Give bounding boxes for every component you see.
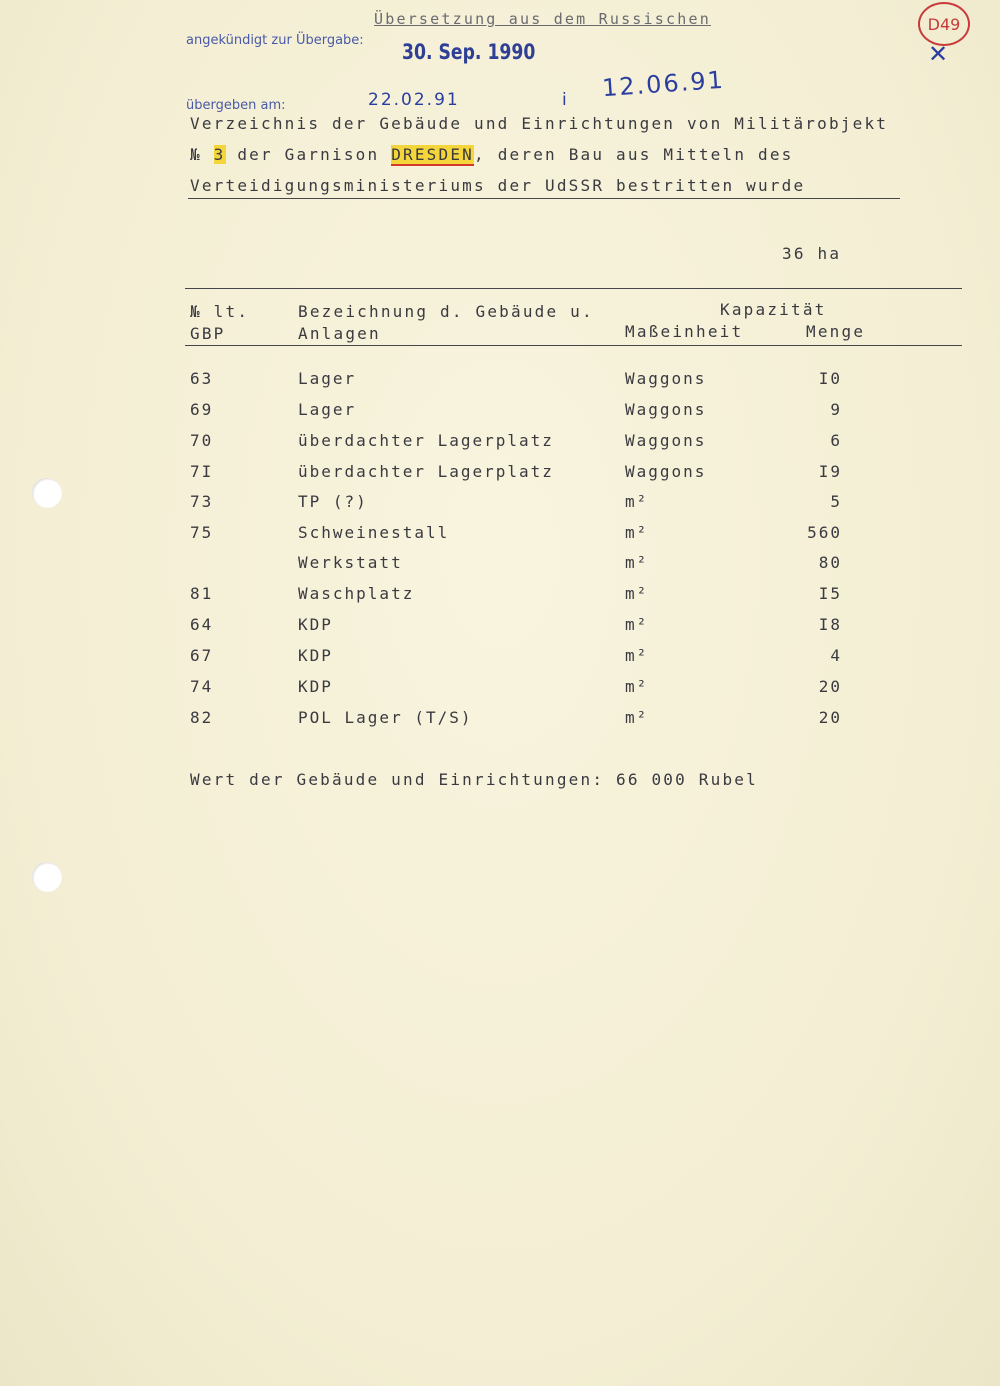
row-nr: 75 xyxy=(190,523,214,542)
row-name: überdachter Lagerplatz xyxy=(298,431,554,450)
row-unit: Waggons xyxy=(625,369,707,388)
row-name: KDP xyxy=(298,646,333,665)
row-name: KDP xyxy=(298,615,333,634)
title-line-1: Verzeichnis der Gebäude und Einrichtungen von Militärobjekt xyxy=(190,114,889,133)
row-name: überdachter Lagerplatz xyxy=(298,462,554,481)
row-name: POL Lager (T/S) xyxy=(298,708,473,727)
row-name: Lager xyxy=(298,400,357,419)
row-nr: 73 xyxy=(190,492,214,511)
row-unit: m² xyxy=(625,523,649,542)
title-line-2-suffix: , deren Bau aus Mitteln des xyxy=(474,145,794,164)
table-row xyxy=(0,553,1000,577)
row-qty: 560 xyxy=(807,523,842,542)
city-name: DRESDEN xyxy=(391,145,475,164)
row-qty: I8 xyxy=(818,615,842,634)
header-nr-line1: № lt. xyxy=(190,302,250,321)
row-unit: Waggons xyxy=(625,462,707,481)
title-line-2-middle: der Garnison xyxy=(225,145,392,164)
row-name: Werkstatt xyxy=(298,553,403,572)
row-nr: 69 xyxy=(190,400,214,419)
title-line-2 xyxy=(190,145,794,164)
table-top-rule xyxy=(185,288,962,289)
row-unit: Waggons xyxy=(625,400,707,419)
announced-date: 30. Sep. 1990 xyxy=(402,40,536,64)
table-row xyxy=(0,677,1000,701)
row-name: Lager xyxy=(298,369,357,388)
row-unit: m² xyxy=(625,492,649,511)
row-qty: I5 xyxy=(818,584,842,603)
header-quantity: Menge xyxy=(806,322,866,341)
header-unit: Maßeinheit xyxy=(625,322,744,341)
row-nr: 67 xyxy=(190,646,214,665)
table-row xyxy=(0,615,1000,639)
row-unit: m² xyxy=(625,584,649,603)
row-qty: 5 xyxy=(830,492,842,511)
object-number: 3 xyxy=(213,145,226,164)
cross-mark: ✕ xyxy=(928,40,949,68)
handed-over-label: übergeben am: xyxy=(186,98,286,113)
row-nr: 7I xyxy=(190,462,214,481)
row-unit: m² xyxy=(625,615,649,634)
header-name-line2: Anlagen xyxy=(298,324,381,343)
row-nr: 63 xyxy=(190,369,214,388)
row-qty: 20 xyxy=(818,677,842,696)
row-qty: 4 xyxy=(830,646,842,665)
row-qty: 80 xyxy=(818,553,842,572)
row-unit: m² xyxy=(625,708,649,727)
row-unit: m² xyxy=(625,646,649,665)
row-qty: I9 xyxy=(818,462,842,481)
separator-mark: i xyxy=(562,90,567,110)
row-qty: I0 xyxy=(818,369,842,388)
table-row xyxy=(0,400,1000,424)
table-row xyxy=(0,492,1000,516)
header-name-line1: Bezeichnung d. Gebäude u. xyxy=(298,302,594,321)
number-sign: № xyxy=(190,145,214,164)
row-nr: 82 xyxy=(190,708,214,727)
table-row xyxy=(0,462,1000,486)
table-row xyxy=(0,431,1000,455)
row-unit: m² xyxy=(625,677,649,696)
table-header-rule xyxy=(185,345,962,346)
handed-over-date-1: 22.02.91 xyxy=(368,90,460,110)
row-unit: Waggons xyxy=(625,431,707,450)
row-nr: 81 xyxy=(190,584,214,603)
header-nr-line2: GBP xyxy=(190,324,226,343)
title-line-3: Verteidigungsministeriums der UdSSR bestritten wurde xyxy=(190,176,806,195)
row-name: Waschplatz xyxy=(298,584,415,603)
row-unit: m² xyxy=(625,553,649,572)
translation-note: Übersetzung aus dem Russischen xyxy=(374,10,711,28)
area-value: 36 ha xyxy=(782,244,842,263)
row-nr: 70 xyxy=(190,431,214,450)
row-name: TP (?) xyxy=(298,492,368,511)
row-nr: 74 xyxy=(190,677,214,696)
table-row xyxy=(0,708,1000,732)
header-capacity: Kapazität xyxy=(720,300,827,319)
row-qty: 9 xyxy=(830,400,842,419)
punch-hole-bottom xyxy=(32,862,62,892)
table-row xyxy=(0,369,1000,393)
table-row xyxy=(0,646,1000,670)
archive-mark: D49 xyxy=(918,2,970,46)
title-underline xyxy=(188,198,900,199)
row-name: KDP xyxy=(298,677,333,696)
row-qty: 20 xyxy=(818,708,842,727)
total-value-line: Wert der Gebäude und Einrichtungen: 66 000 Rubel xyxy=(190,770,758,789)
table-row xyxy=(0,584,1000,608)
handed-over-date-2: 12.06.91 xyxy=(601,65,726,103)
announced-label: angekündigt zur Übergabe: xyxy=(186,33,364,48)
row-qty: 6 xyxy=(830,431,842,450)
row-nr: 64 xyxy=(190,615,214,634)
row-name: Schweinestall xyxy=(298,523,450,542)
table-row xyxy=(0,523,1000,547)
